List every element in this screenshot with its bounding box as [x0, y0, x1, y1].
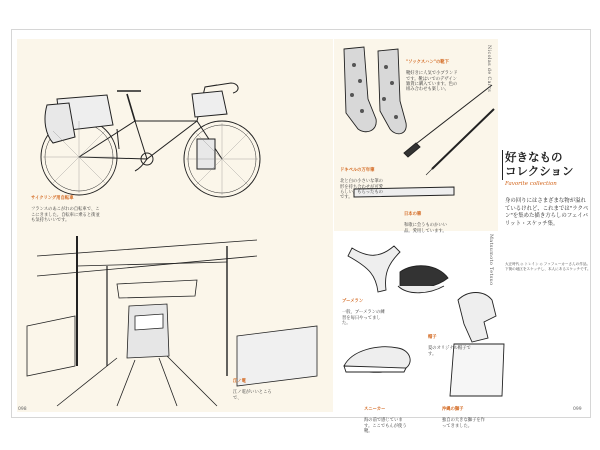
intro-text: 身の回りにはさまざまな物が溢れているけれど、これまでは"ラクペン"を集めた描き方らしのフェイバリット・スケッチ集。	[505, 198, 589, 227]
caption-boomerang-body: 一般、ブーメランの練習を毎日やってました。	[342, 310, 385, 327]
caption-socks-title: "ソックスハン"の靴下	[406, 60, 449, 66]
caption-dagger-title: ドキペルの万年筆	[340, 168, 375, 174]
caption-train-body: 江ノ電がいいところで、	[233, 390, 272, 401]
caption-dagger-body: 北と白の小さいな筆の形を持ち合わせが可愛らしい。もらったものです。	[340, 179, 383, 201]
caption-shoes-body: 海の前で感じています。ここでもんが使う靴。	[364, 418, 407, 435]
caption-train-title: 江ノ電	[233, 379, 246, 385]
caption-boomerang	[342, 294, 386, 326]
caption-brush-title: 日本の筆	[404, 212, 422, 218]
heading-line1: 好きなもの	[505, 150, 563, 164]
caption-boomerang-title: ブーメラン	[342, 299, 364, 305]
heading-subtitle: Favorite collection	[505, 181, 557, 187]
caption-lion-body: 独自の大きな獅子を作ってきました。	[442, 418, 485, 429]
artist-name-top: Nicolas de Carrs	[486, 45, 491, 93]
heading-bar	[502, 150, 503, 180]
magazine-spread	[11, 29, 591, 435]
page-number-right: 099	[573, 407, 582, 412]
caption-brush-body: 和歌に会うものかいい品。愛用しています。	[404, 223, 447, 234]
panel-train	[17, 226, 333, 412]
caption-socks-body: 靴好きに人気で小ブランドです。靴はいでのデザイン雑貨に購入ています。色の組み合わせも楽しい。	[406, 71, 458, 93]
artist-name-bottom: Matsumoto Tetsuo	[488, 234, 493, 286]
caption-socks	[406, 55, 460, 93]
caption-bicycle-title: サイクリング用自転車	[31, 196, 74, 202]
caption-shoes	[364, 402, 408, 434]
page-number-left: 098	[18, 407, 27, 412]
caption-bicycle	[31, 191, 101, 223]
caption-cap-title: 帽子	[428, 335, 437, 341]
panel-socks-brush	[334, 39, 498, 234]
caption-lion	[442, 402, 486, 429]
caption-bicycle-body: フランスのあこがれの自転車で、ここにきました。自転車に乗ると街並も気持ちいいです。	[31, 207, 100, 224]
section-heading	[505, 150, 591, 187]
caption-cap-body: 夏のオリジナル帽子です。	[428, 346, 471, 357]
caption-lion-title: 沖縄の獅子	[442, 407, 464, 413]
note-text: 大正時代 ◇ トレイン ◇ ファフェーカーさんの作品。 下街の地区をスケッチし、本人にあるスケッチです。	[505, 262, 591, 271]
caption-shoes-title: スニーカー	[364, 407, 386, 413]
caption-dagger	[340, 163, 386, 201]
heading-line2: コレクション	[505, 164, 574, 178]
caption-cap	[428, 330, 472, 357]
caption-train	[233, 374, 279, 401]
train-sketch	[17, 226, 333, 412]
panel-bicycle	[17, 39, 333, 231]
